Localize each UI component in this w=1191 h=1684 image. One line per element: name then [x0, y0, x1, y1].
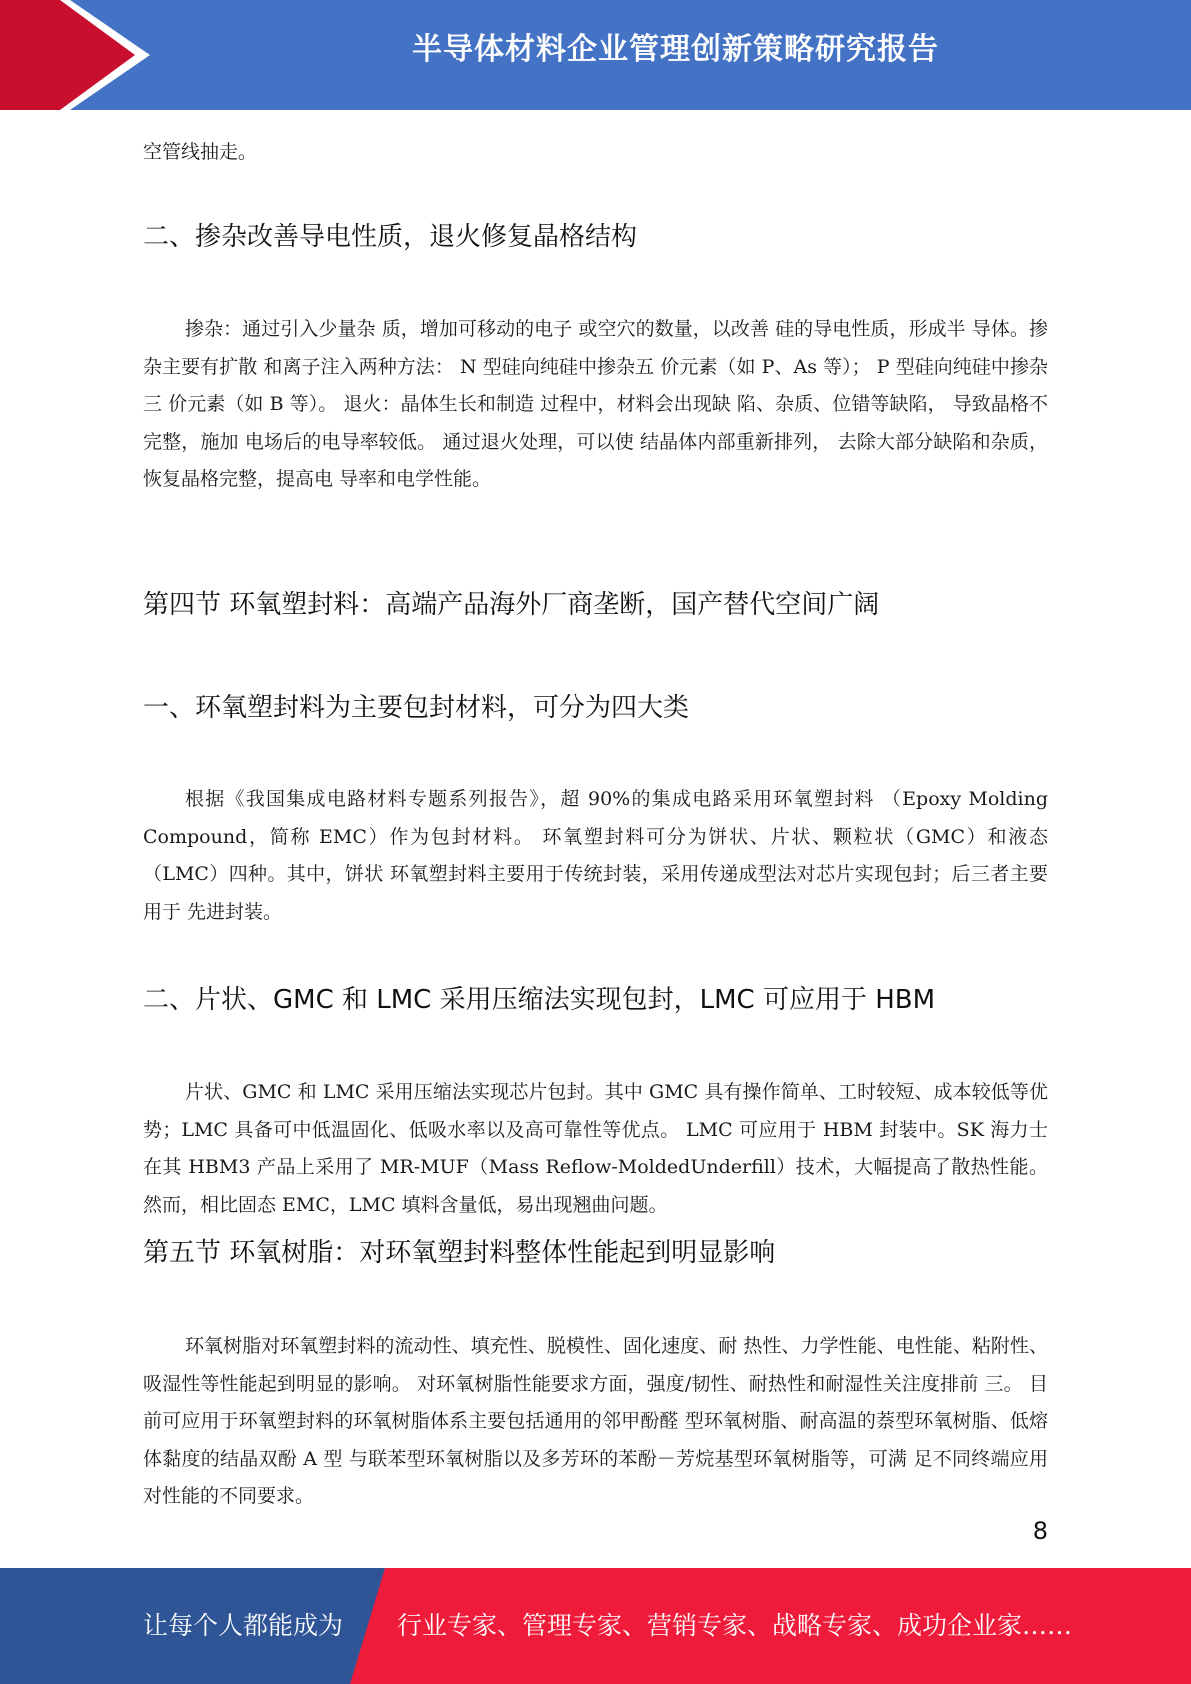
header-arrow-icon: [0, 0, 160, 110]
paragraph-compression: 片状、GMC 和 LMC 采用压缩法实现芯片包封。其中 GMC 具有操作简单、工时较短、成本较低等优势；LMC 具备可中低温固化、低吸水率以及高可靠性等优点。 LMC 可应用于 HBM 封装中。SK 海力士在其 HBM3 产品上采用了 MR-MUF（Mass Reflow-MoldedUnderfill）技术，大幅提高了散热性能。然而，相比固态 EMC，LMC 填料含量低，易出现翘曲问题。: [143, 1081, 1048, 1216]
paragraph-epoxy: 环氧树脂对环氧塑封料的流动性、填充性、脱模性、固化速度、耐 热性、力学性能、电性能、粘附性、吸湿性等性能起到明显的影响。 对环氧树脂性能要求方面，强度/韧性、耐热性和耐湿性关注度排前 三。 目前可应用于环氧塑封料的环氧树脂体系主要包括通用的邻甲酚醛 型环氧树脂、耐高温的萘型环氧树脂、低熔体黏度的结晶双酚 A 型 与联苯型环氧树脂以及多芳环的苯酚－芳烷基型环氧树脂等，可满 足不同终端应用对性能的不同要求。: [143, 1335, 1048, 1507]
paragraph-emc: 根据《我国集成电路材料专题系列报告》，超 90%的集成电路采用环氧塑封料 （Epoxy Molding Compound，简称 EMC）作为包封材料。 环氧塑封料可分为饼状、片状、颗粒状（GMC）和液态（LMC）四种。其中，饼状 环氧塑封料主要用于传统封装，采用传递成型法对芯片实现包封；后三者主要用于 先进封装。: [143, 788, 1048, 923]
page-footer: [0, 1568, 1191, 1684]
report-title: 半导体材料企业管理创新策略研究报告: [412, 32, 939, 67]
footer-slogan-right: 行业专家、管理专家、营销专家、战略专家、成功企业家……: [397, 1611, 1073, 1640]
subheading-compression: 二、片状、GMC 和 LMC 采用压缩法实现包封，LMC 可应用于 HBM: [143, 985, 936, 1015]
footer-slogan-left: 让每个人都能成为: [143, 1611, 344, 1640]
paragraph-doping: 掺杂：通过引入少量杂 质，增加可移动的电子 或空穴的数量，以改善 硅的导电性质，形成半 导体。掺杂主要有扩散 和离子注入两种方法： N 型硅向纯硅中掺杂五 价元素（如 P、As 等）； P 型硅向纯硅中掺杂三 价元素（如 B 等）。 退火：晶体生长和制造 过程中，材料会出现缺 陷、杂质、位错等缺陷， 导致晶格不完整，施加 电场后的电导率较低。 通过退火处理，可以使 结晶体内部重新排列， 去除大部分缺陷和杂质， 恢复晶格完整，提高电 导率和电学性能。: [143, 318, 1048, 490]
subheading-doping: 二、掺杂改善导电性质，退火修复晶格结构: [143, 222, 638, 252]
carryover-text: 空管线抽走。: [143, 141, 258, 163]
subheading-emc: 一、环氧塑封料为主要包封材料，可分为四大类: [143, 693, 690, 723]
page-header: [0, 0, 1191, 110]
page-number: 8: [1032, 1517, 1048, 1545]
section-title-5: 第五节 环氧树脂：对环氧塑封料整体性能起到明显影响: [143, 1238, 776, 1268]
section-title-4: 第四节 环氧塑封料：高端产品海外厂商垄断，国产替代空间广阔: [143, 590, 880, 620]
